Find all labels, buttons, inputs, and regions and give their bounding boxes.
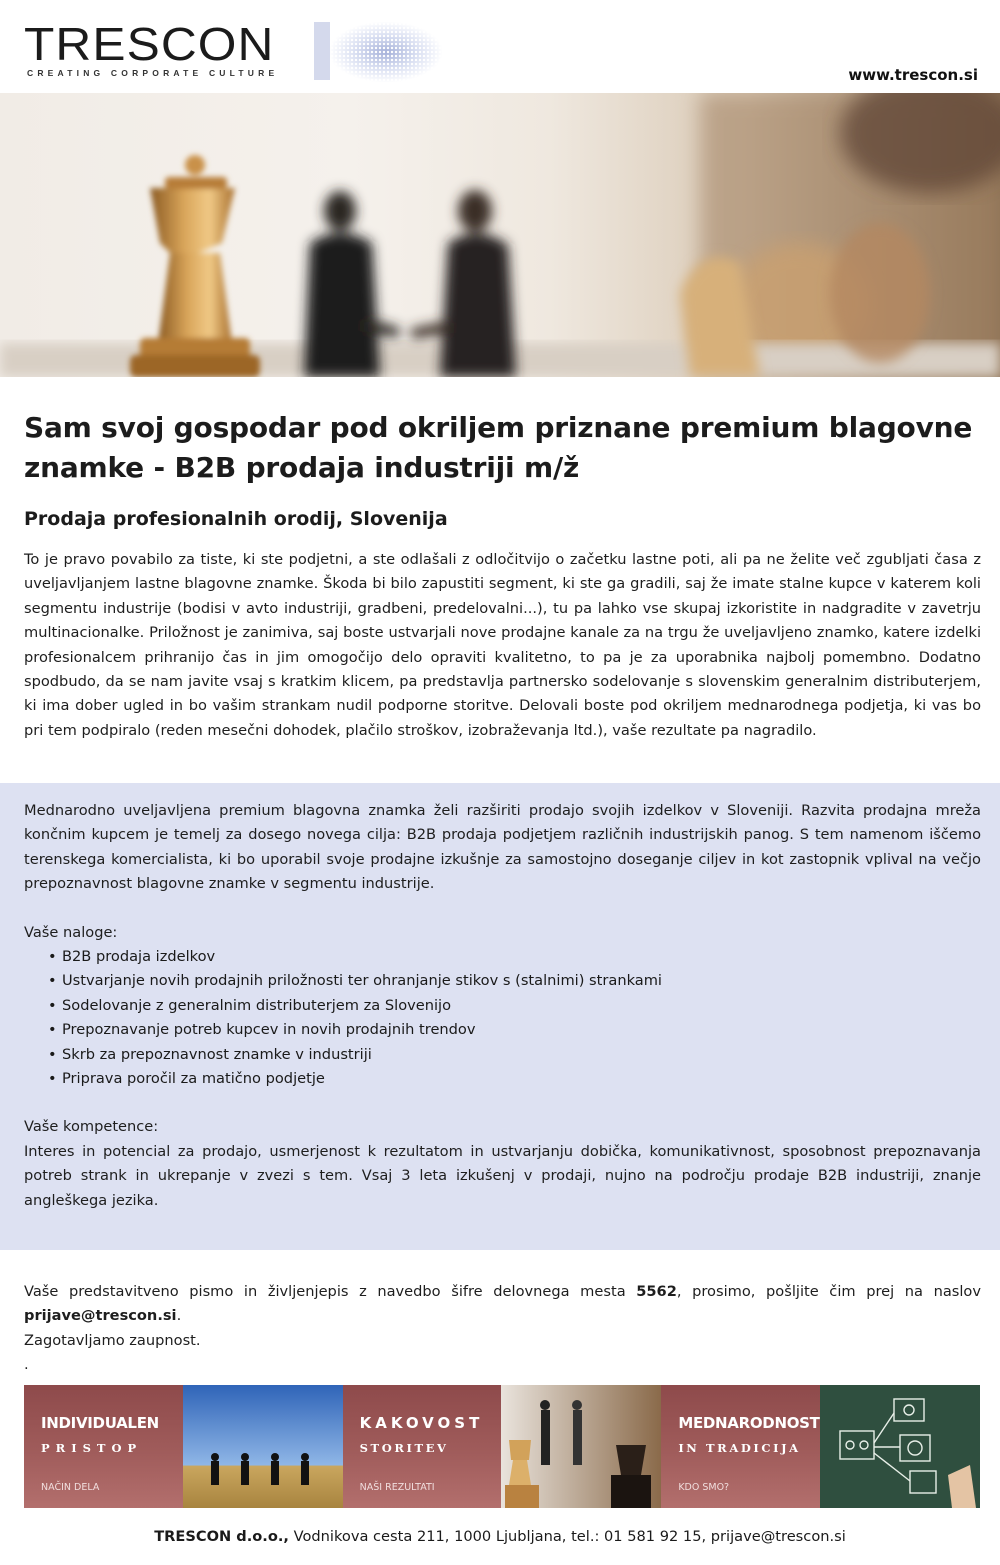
job-code: 5562 xyxy=(636,1283,677,1300)
banner-subtitle: PRISTOP xyxy=(41,1441,143,1455)
banner-title: MEDNARODNOST xyxy=(678,1414,820,1432)
job-subtitle: Prodaja profesionalnih orodij, Slovenija xyxy=(24,508,448,530)
competences-heading: Vaše kompetence: xyxy=(24,1118,159,1136)
page-header xyxy=(0,0,1000,92)
banner-image-chess xyxy=(501,1385,661,1508)
banner-panel-quality[interactable] xyxy=(343,1385,502,1508)
intro-paragraph: To je pravo povabilo za tiste, ki ste podjetni, a ste odlašali z odločitvijo o začetku lastne poti, ali pa ne želite več zgubljati časa z uveljavljanjem lastne blagovne znamke. Škoda bi bilo zapustiti segment, ki ste ga gradili, saj že imate stalne kupce v katerem koli segmentu industrije (bodisi v avto industriji, gradbeni, predelovalni...), tu pa lahko vse skupaj izkoristite in nadgradite v zavetrju multinacionalke. Priložnost je zanimiva, saj boste ustvarjali nove prodajne kanale za na trgu že uveljavljeno znamko, katere izdelki profesionalcem prihranijo čas in jim omogočijo delo opraviti kvalitetno, to pa je za uporabnika najbolj pomembno. Dodatno spodbudo, da se nam javite vsaj s kratkim klicem, pa predstavlja partnersko sodelovanje s slovenskim generalnim distributerjem, ki ima dober ugled in bo vašim strankam nudil podporne storitve. Delovali boste pod okriljem mednarodnega podjetja, ki vas bo pri tem podpiralo (reden mesečni dohodek, plačilo stroškov, izobraževanja ltd.), vaše rezultate pa nagradilo. xyxy=(24,551,981,739)
banner-title: KAKOVOST xyxy=(359,1414,484,1432)
banner-title: INDIVIDUALEN xyxy=(41,1414,159,1432)
banner-link[interactable]: KDO SMO? xyxy=(678,1482,730,1493)
job-details-section xyxy=(0,783,1000,1250)
apply-paragraph xyxy=(24,1280,981,1329)
hero-image xyxy=(0,93,1000,377)
chess-handshake-image xyxy=(501,1385,661,1508)
banner-subtitle: STORITEV xyxy=(359,1441,449,1455)
banner-link[interactable]: NAČIN DELA xyxy=(41,1482,100,1493)
list-item: • Ustvarjanje novih prodajnih priložnosti ter ohranjanje stikov s (stalnimi) strankami xyxy=(48,969,981,993)
competences-paragraph: Interes in potencial za prodajo, usmerjenost k rezultatom in ustvarjanju dobička, komunikativnost, sposobnost prepoznavanja potreb strank in ukrepanje v zvezi s tem. Vsaj 3 leta izkušenj v prodaji, nujno na področju prodaje B2B industriji, znanje angleškega jezika. xyxy=(24,1142,981,1209)
footer-contact-details: Vodnikova cesta 211, 1000 Ljubljana, tel.: 01 581 92 15, prijave@trescon.si xyxy=(288,1528,846,1545)
logo-tagline: CREATING CORPORATE CULTURE xyxy=(27,68,279,78)
banner-link[interactable]: NAŠI REZULTATI xyxy=(359,1482,435,1493)
confidentiality-note: Zagotavljamo zaupnost. xyxy=(24,1331,201,1349)
apply-email-link[interactable]: prijave@trescon.si xyxy=(24,1307,177,1325)
apply-text: Vaše predstavitveno pismo in življenjepis z navedbo šifre delovnega mesta xyxy=(24,1283,637,1300)
banner-image-businessmen xyxy=(183,1385,343,1508)
banner-subtitle: IN TRADICIJA xyxy=(678,1441,801,1455)
tasks-list xyxy=(24,945,981,1091)
apply-text: , prosimo, pošljite čim prej na naslov xyxy=(676,1283,981,1300)
list-item: • Priprava poročil za matično podjetje xyxy=(48,1067,981,1091)
businessmen-field-image xyxy=(183,1385,343,1508)
list-item: • B2B prodaja izdelkov xyxy=(48,945,981,969)
job-title: Sam svoj gospodar pod okriljem priznane premium blagovne znamke - B2B prodaja industriji m/ž xyxy=(24,411,973,484)
logo-dots-graphic xyxy=(330,22,442,82)
trescon-logo[interactable] xyxy=(24,18,424,82)
tasks-heading: Vaše naloge: xyxy=(24,923,118,941)
list-item: • Skrb za prepoznavnost znamke v industriji xyxy=(48,1043,981,1067)
list-item: • Sodelovanje z generalnim distributerjem za Slovenijo xyxy=(48,994,981,1018)
chess-queen xyxy=(130,155,260,377)
page-footer xyxy=(0,1528,1000,1545)
logo-wordmark: TRESCON xyxy=(24,18,275,70)
application-info xyxy=(24,1280,981,1378)
chalkboard-diagram-image xyxy=(820,1385,980,1508)
description-paragraph: Mednarodno uveljavljena premium blagovna znamka želi razširiti prodajo svojih izdelkov v Sloveniji. Razvita prodajna mreža končnim kupcem je temelj za dosego novega cilja: B2B prodaja podjetjem različnih industrijskih panog. S tem namenom iščemo terenskega komercialista, ki bo uporabil svoje prodajne izkušnje za samostojno doseganje ciljev in kot zastopnik vplival na večjo prepoznavnost blagovne znamke v segmentu industrije. xyxy=(24,802,981,893)
footer-company: TRESCON d.o.o., xyxy=(154,1528,289,1545)
banner-panel-individual[interactable] xyxy=(24,1385,183,1508)
banner-image-chalkboard xyxy=(820,1385,980,1508)
banner-panel-international[interactable] xyxy=(661,1385,820,1508)
services-banner xyxy=(24,1385,980,1508)
list-item: • Prepoznavanje potreb kupcev in novih prodajnih trendov xyxy=(48,1018,981,1042)
trailing-dot: . xyxy=(24,1356,29,1374)
logo-bar-graphic xyxy=(314,22,330,80)
apply-text: . xyxy=(176,1307,182,1325)
chess-handshake-illustration xyxy=(0,93,1000,377)
website-link[interactable]: www.trescon.si xyxy=(848,66,978,84)
